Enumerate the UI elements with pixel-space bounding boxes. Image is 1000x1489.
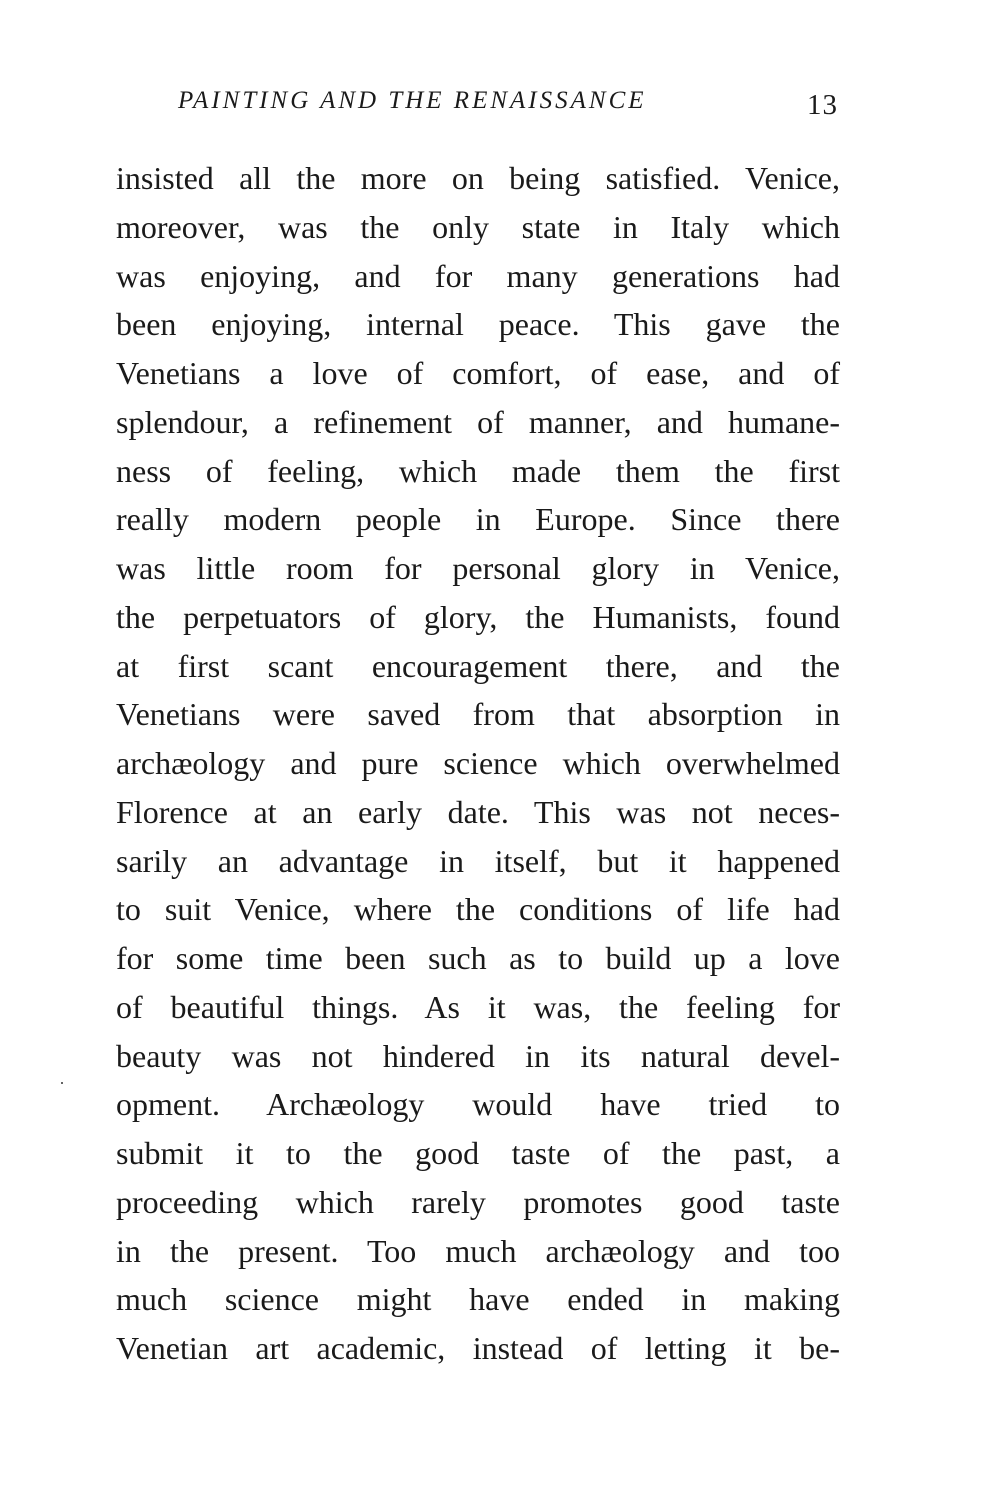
running-header (116, 84, 840, 124)
text-line: of beautiful things. As it was, the feeling for (116, 988, 840, 1025)
text-line: splendour, a refinement of manner, and humane- (116, 403, 840, 440)
text-line: Venetians were saved from that absorption in (116, 696, 840, 733)
running-title: PAINTING AND THE RENAISSANCE (178, 87, 647, 114)
text-line: ness of feeling, which made them the first (116, 452, 840, 489)
text-line: proceeding which rarely promotes good taste (116, 1183, 840, 1220)
text-line: insisted all the more on being satisfied. Venice, (116, 160, 840, 196)
text-line: Florence at an early date. This was not neces- (116, 793, 840, 830)
page-number: 13 (807, 89, 838, 121)
text-line: Venetian art academic, instead of letting it be- (116, 1330, 840, 1366)
text-line: opment. Archæology would have tried to (116, 1086, 840, 1123)
text-line: archæology and pure science which overwhelmed (116, 745, 840, 781)
text-line: Venetians a love of comfort, of ease, and of (116, 355, 840, 391)
text-line: much science might have ended in making (116, 1281, 840, 1318)
text-line: was little room for personal glory in Venice, (116, 550, 840, 586)
text-line: was enjoying, and for many generations had (116, 257, 840, 294)
text-line: been enjoying, internal peace. This gave the (116, 306, 840, 343)
text-line: at first scant encouragement there, and the (116, 647, 840, 684)
text-line: moreover, was the only state in Italy which (116, 208, 840, 245)
text-line: sarily an advantage in itself, but it happened (116, 842, 840, 879)
text-line: for some time been such as to build up a love (116, 940, 840, 976)
text-line: beauty was not hindered in its natural devel- (116, 1037, 840, 1074)
body-text (116, 154, 840, 1373)
text-line: really modern people in Europe. Since there (116, 501, 840, 538)
text-line: submit it to the good taste of the past, a (116, 1135, 840, 1171)
text-line: to suit Venice, where the conditions of life had (116, 891, 840, 928)
scan-speck (61, 1082, 63, 1084)
text-line: the perpetuators of glory, the Humanists, found (116, 598, 840, 635)
text-line: in the present. Too much archæology and too (116, 1232, 840, 1269)
